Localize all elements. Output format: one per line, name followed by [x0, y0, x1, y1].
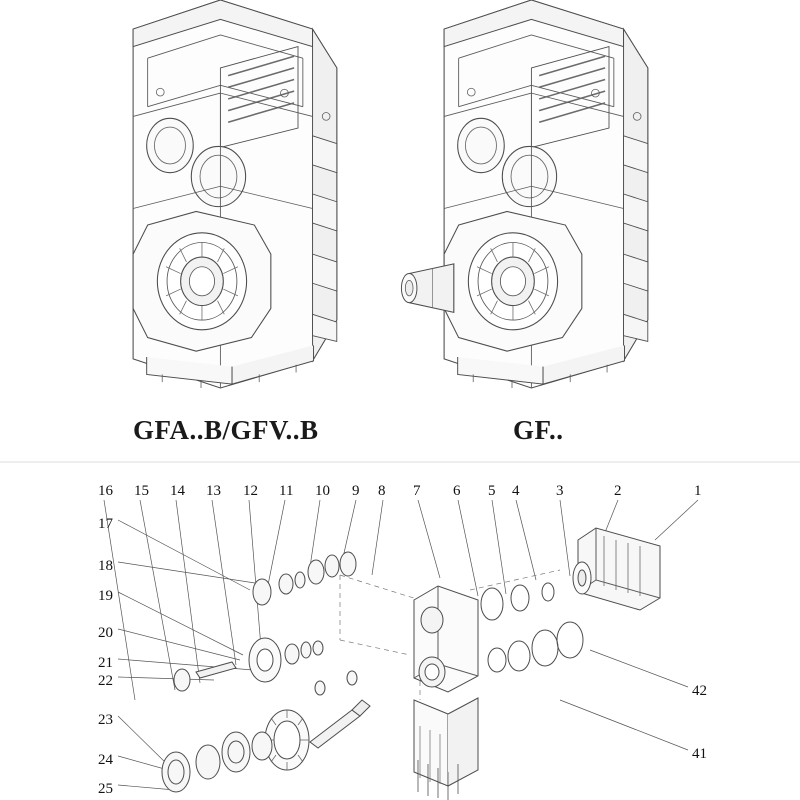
callout-left-22: 22 [98, 673, 113, 689]
callout-top-9: 9 [352, 483, 360, 499]
callout-top-4: 4 [512, 483, 520, 499]
callout-left-20: 20 [98, 625, 113, 641]
callout-right-42: 42 [692, 683, 707, 699]
callout-left-19: 19 [98, 588, 113, 604]
callout-top-8: 8 [378, 483, 386, 499]
callout-top-3: 3 [556, 483, 564, 499]
callout-top-14: 14 [170, 483, 185, 499]
callout-top-11: 11 [279, 483, 294, 499]
callout-left-25: 25 [98, 781, 113, 797]
figure-caption-right: GF.. [513, 415, 564, 445]
callout-top-13: 13 [206, 483, 221, 499]
callout-left-21: 21 [98, 655, 113, 671]
callout-left-24: 24 [98, 752, 113, 768]
callout-top-12: 12 [243, 483, 258, 499]
callout-top-2: 2 [614, 483, 622, 499]
callout-top-6: 6 [453, 483, 461, 499]
callout-top-7: 7 [413, 483, 421, 499]
callout-top-10: 10 [315, 483, 330, 499]
callout-left-23: 23 [98, 712, 113, 728]
callout-right-41: 41 [692, 746, 707, 762]
figure-caption-left: GFA..B/GFV..B [133, 415, 319, 445]
callout-left-17: 17 [98, 516, 113, 532]
callout-top-15: 15 [134, 483, 149, 499]
callout-top-16: 16 [98, 483, 113, 499]
callout-left-18: 18 [98, 558, 113, 574]
callout-top-5: 5 [488, 483, 496, 499]
callout-top-1: 1 [694, 483, 702, 499]
exploded-components [162, 528, 660, 800]
